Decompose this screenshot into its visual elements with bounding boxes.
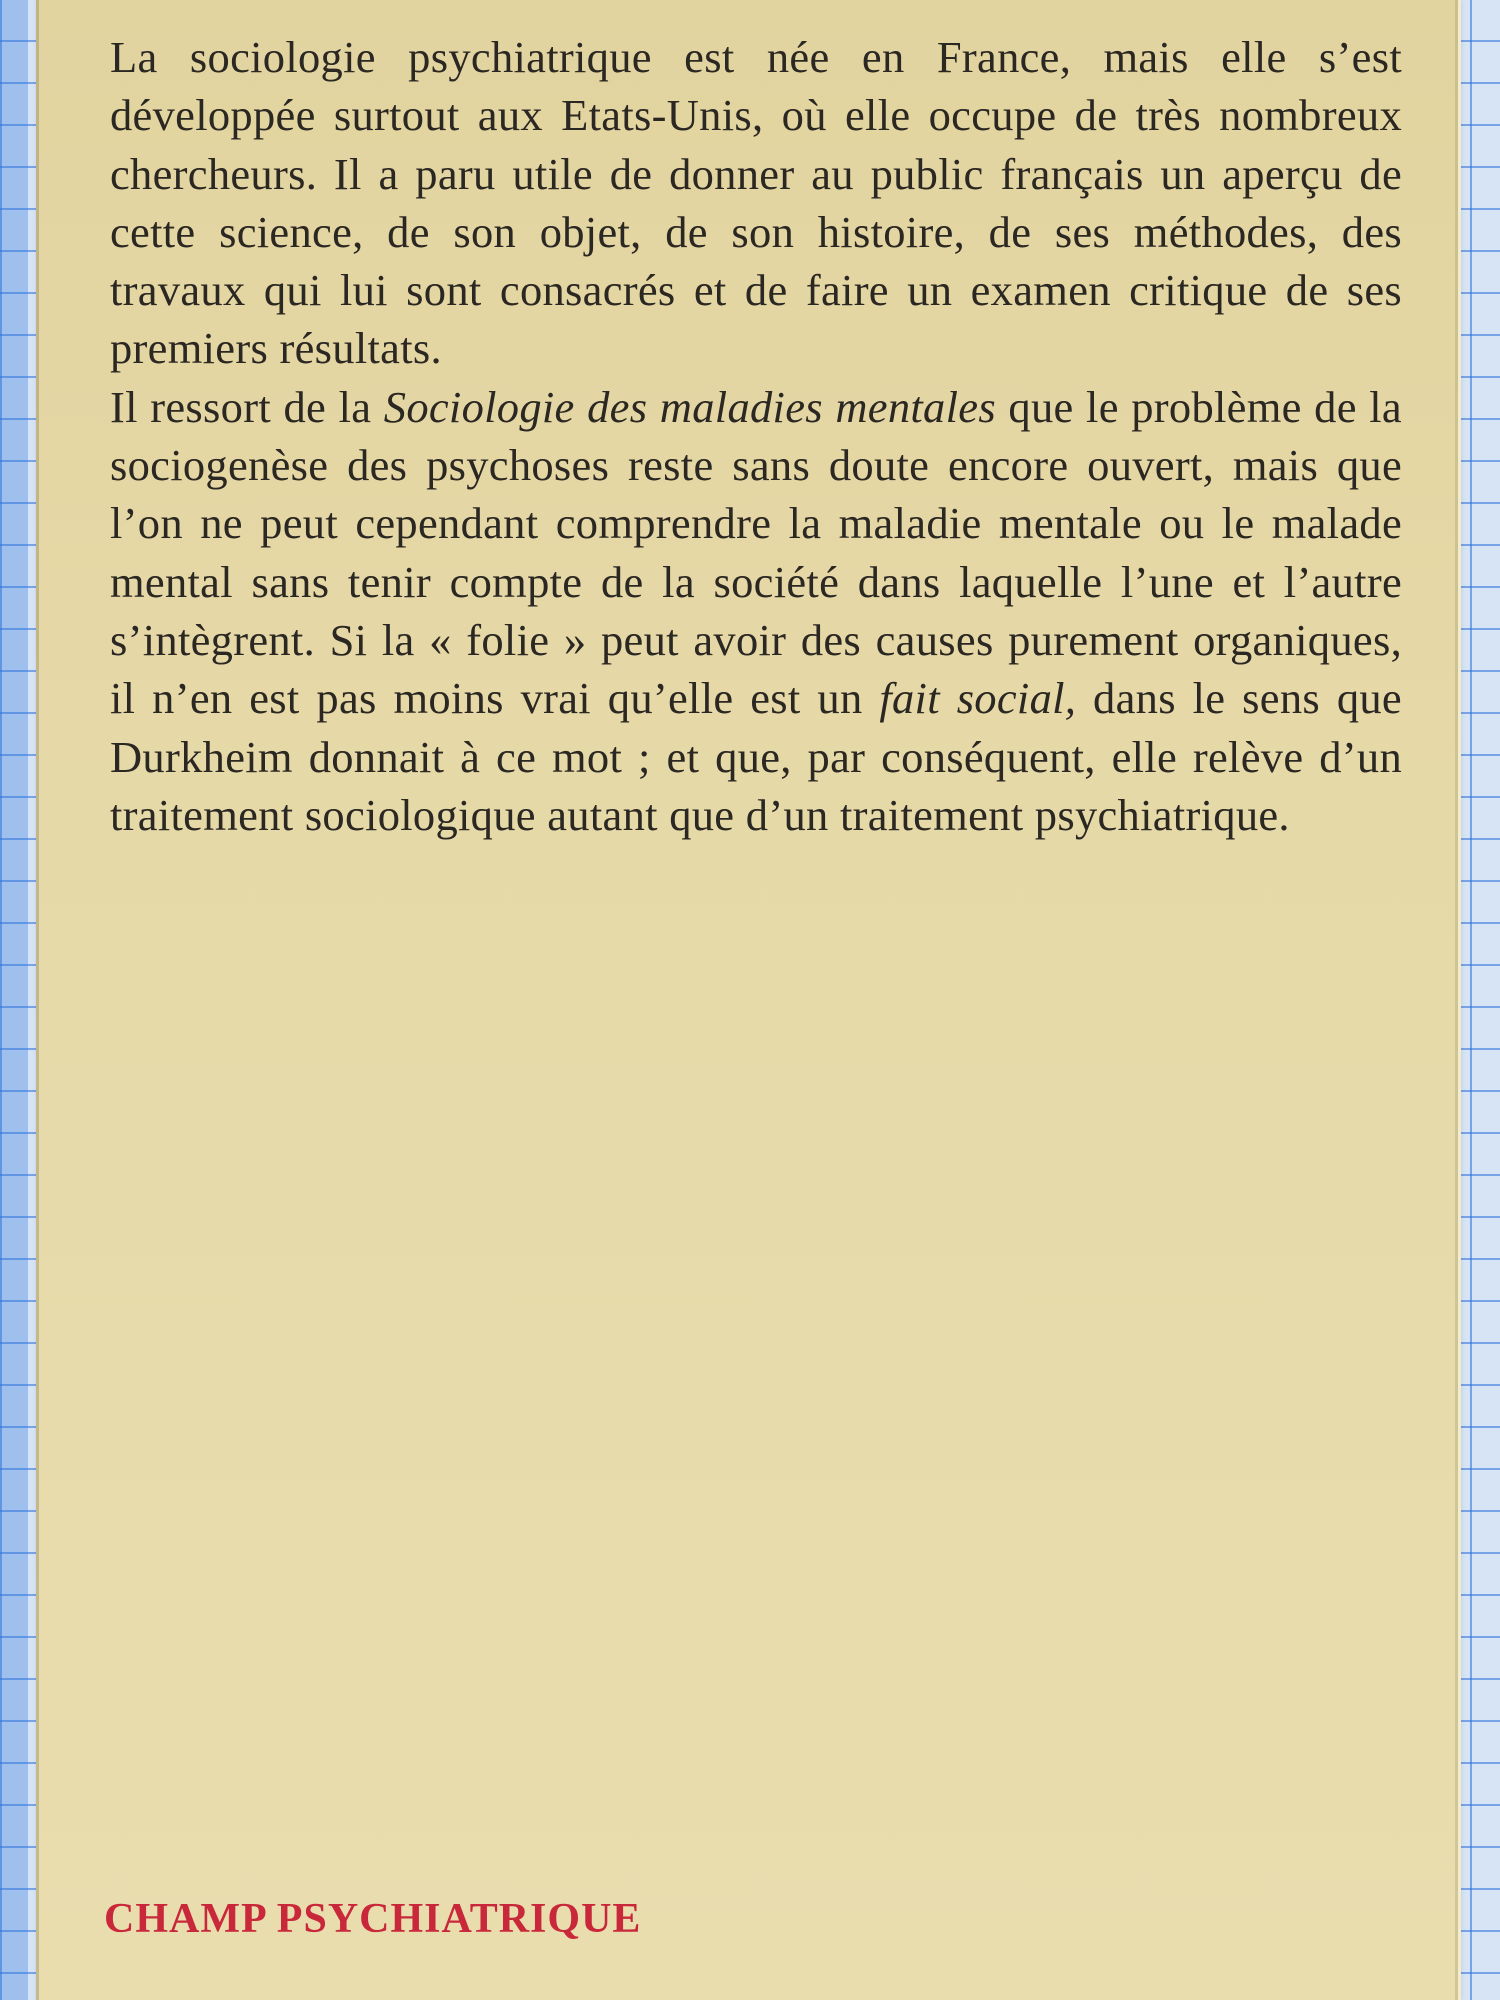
paragraph-2-body: que le problème de la sociogenèse des psychoses reste sans doute encore ouvert, mais que l’on ne peut cependant comprendre la maladie mentale ou le malade mental sans tenir compte de la société dans laquelle l’une et l’autre s’intègrent. Si la « folie » peut avoir des causes purement organiques, il n’en est pas moins vrai qu’elle est un [110, 381, 1402, 724]
emphasis-fait-social: fait social, [879, 673, 1077, 724]
blurb-paragraph-2 [110, 378, 1402, 844]
grid-paper-backing [0, 0, 28, 2000]
back-cover-blurb [110, 28, 1402, 844]
book-title: Sociologie des maladies mentales [383, 381, 996, 432]
paragraph-2-ending: dans le sens que Durkheim donnait à ce mot ; et que, par conséquent, elle relève d’un traitement sociologique autant que d’un traitement psychiatrique. [110, 673, 1402, 840]
paragraph-2-intro: Il ressort de la [110, 381, 384, 432]
cover-edge [1458, 0, 1461, 2000]
book-back-cover [36, 0, 1458, 2000]
blurb-paragraph-1: La sociologie psychiatrique est née en France, mais elle s’est développée surtout aux Etats-Unis, où elle occupe de très nombreux chercheurs. Il a paru utile de donner au public français un aperçu de cette science, de son objet, de son histoire, de ses méthodes, des travaux qui lui sont consacrés et de faire un examen critique de ses premiers résultats. [110, 32, 1402, 374]
series-name: CHAMP PSYCHIATRIQUE [104, 1896, 642, 1942]
